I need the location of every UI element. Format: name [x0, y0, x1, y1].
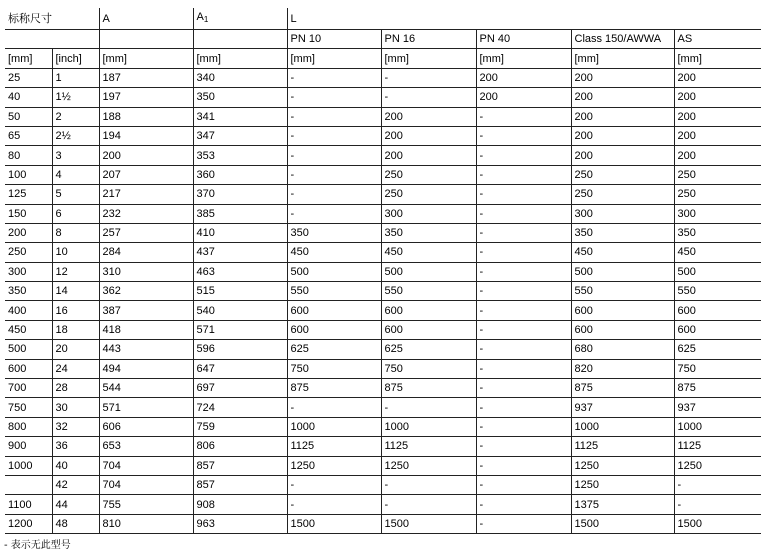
table-row — [5, 359, 761, 378]
cell-l-pn16: - — [381, 398, 476, 417]
table-row — [5, 262, 761, 281]
cell-l-pn16: 625 — [381, 340, 476, 359]
cell-l-as: 875 — [674, 379, 761, 398]
cell-a: 257 — [99, 223, 193, 242]
cell-l-pn40: - — [476, 514, 571, 533]
header-l: L — [287, 8, 761, 30]
cell-l-as: 200 — [674, 107, 761, 126]
cell-dn-mm: 50 — [5, 107, 52, 126]
cell-dn-mm: 150 — [5, 204, 52, 223]
cell-a1: 515 — [193, 282, 287, 301]
cell-a1: 341 — [193, 107, 287, 126]
cell-l-pn40: - — [476, 359, 571, 378]
cell-l-pn16: - — [381, 68, 476, 87]
cell-dn-mm: 450 — [5, 320, 52, 339]
cell-dn-inch: 4 — [52, 165, 99, 184]
cell-l-class150: 1250 — [571, 475, 674, 494]
cell-a1: 759 — [193, 417, 287, 436]
cell-dn-mm: 25 — [5, 68, 52, 87]
cell-a1: 596 — [193, 340, 287, 359]
cell-l-pn40: - — [476, 282, 571, 301]
cell-a: 232 — [99, 204, 193, 223]
cell-l-class150: 600 — [571, 320, 674, 339]
cell-dn-mm: 400 — [5, 301, 52, 320]
unit-mm: [mm] — [5, 49, 52, 68]
cell-l-pn40: - — [476, 320, 571, 339]
unit-mm: [mm] — [287, 49, 381, 68]
cell-a: 443 — [99, 340, 193, 359]
cell-l-pn10: 600 — [287, 320, 381, 339]
cell-dn-inch: 20 — [52, 340, 99, 359]
cell-l-class150: 680 — [571, 340, 674, 359]
cell-dn-mm: 250 — [5, 243, 52, 262]
cell-l-pn10: 1250 — [287, 456, 381, 475]
header-class150: Class 150/AWWA — [571, 30, 674, 49]
cell-l-class150: 250 — [571, 165, 674, 184]
table-row — [5, 301, 761, 320]
header-row-1 — [5, 8, 761, 30]
cell-dn-mm: 900 — [5, 437, 52, 456]
cell-a1: 857 — [193, 456, 287, 475]
cell-l-pn10: 750 — [287, 359, 381, 378]
cell-dn-inch: 28 — [52, 379, 99, 398]
table-row — [5, 340, 761, 359]
cell-a: 207 — [99, 165, 193, 184]
cell-l-as: 1000 — [674, 417, 761, 436]
cell-l-as: - — [674, 495, 761, 514]
cell-l-pn16: 1125 — [381, 437, 476, 456]
cell-l-class150: 450 — [571, 243, 674, 262]
header-nominal-size: 标称尺寸 — [5, 8, 99, 30]
cell-a: 217 — [99, 185, 193, 204]
cell-l-pn40: - — [476, 146, 571, 165]
unit-inch: [inch] — [52, 49, 99, 68]
table-row — [5, 320, 761, 339]
cell-a: 284 — [99, 243, 193, 262]
header-a: A — [99, 8, 193, 30]
cell-dn-mm: 750 — [5, 398, 52, 417]
cell-dn-inch: 40 — [52, 456, 99, 475]
table-row — [5, 243, 761, 262]
cell-l-pn16: - — [381, 475, 476, 494]
cell-l-as: 600 — [674, 320, 761, 339]
cell-dn-mm: 600 — [5, 359, 52, 378]
cell-dn-inch: 32 — [52, 417, 99, 436]
cell-dn-mm: 200 — [5, 223, 52, 242]
cell-l-pn40: - — [476, 165, 571, 184]
unit-mm: [mm] — [99, 49, 193, 68]
table-row — [5, 204, 761, 223]
cell-dn-inch: 1 — [52, 68, 99, 87]
cell-a: 653 — [99, 437, 193, 456]
header-a1-base: A — [196, 11, 204, 23]
cell-a1: 724 — [193, 398, 287, 417]
cell-l-pn10: 350 — [287, 223, 381, 242]
cell-l-class150: 250 — [571, 185, 674, 204]
cell-a1: 806 — [193, 437, 287, 456]
cell-l-pn40: - — [476, 456, 571, 475]
cell-a1: 963 — [193, 514, 287, 533]
unit-mm: [mm] — [381, 49, 476, 68]
cell-l-pn16: 750 — [381, 359, 476, 378]
table-row — [5, 456, 761, 475]
cell-a: 200 — [99, 146, 193, 165]
cell-a: 310 — [99, 262, 193, 281]
cell-a1: 410 — [193, 223, 287, 242]
cell-l-pn40: - — [476, 223, 571, 242]
cell-a: 362 — [99, 282, 193, 301]
cell-l-class150: 500 — [571, 262, 674, 281]
cell-l-pn10: 1000 — [287, 417, 381, 436]
cell-dn-inch: 18 — [52, 320, 99, 339]
cell-dn-inch: 2 — [52, 107, 99, 126]
cell-l-pn10: - — [287, 495, 381, 514]
cell-l-pn40: 200 — [476, 68, 571, 87]
table-row — [5, 146, 761, 165]
cell-dn-inch: 30 — [52, 398, 99, 417]
cell-dn-inch: 42 — [52, 475, 99, 494]
cell-l-pn10: 625 — [287, 340, 381, 359]
header-pn40: PN 40 — [476, 30, 571, 49]
cell-a: 494 — [99, 359, 193, 378]
cell-l-pn16: 550 — [381, 282, 476, 301]
cell-l-pn16: 200 — [381, 107, 476, 126]
cell-l-pn40: - — [476, 340, 571, 359]
cell-l-pn16: 450 — [381, 243, 476, 262]
cell-l-pn16: 875 — [381, 379, 476, 398]
cell-l-class150: 1500 — [571, 514, 674, 533]
table-row — [5, 126, 761, 145]
cell-l-class150: 600 — [571, 301, 674, 320]
cell-l-pn10: 500 — [287, 262, 381, 281]
cell-a1: 385 — [193, 204, 287, 223]
cell-dn-inch: 14 — [52, 282, 99, 301]
table-row — [5, 185, 761, 204]
cell-l-pn10: 1125 — [287, 437, 381, 456]
cell-a1: 347 — [193, 126, 287, 145]
cell-l-pn40: - — [476, 262, 571, 281]
cell-l-class150: 1000 — [571, 417, 674, 436]
cell-l-pn16: 600 — [381, 301, 476, 320]
cell-l-pn10: - — [287, 88, 381, 107]
header-pn16: PN 16 — [381, 30, 476, 49]
cell-l-pn16: 1250 — [381, 456, 476, 475]
cell-l-as: 250 — [674, 165, 761, 184]
cell-l-class150: 550 — [571, 282, 674, 301]
cell-l-pn10: - — [287, 398, 381, 417]
cell-l-pn16: 250 — [381, 185, 476, 204]
cell-a: 755 — [99, 495, 193, 514]
cell-a: 810 — [99, 514, 193, 533]
cell-dn-inch: 10 — [52, 243, 99, 262]
cell-l-pn16: - — [381, 88, 476, 107]
cell-dn-mm: 700 — [5, 379, 52, 398]
unit-mm: [mm] — [476, 49, 571, 68]
cell-l-pn40: - — [476, 379, 571, 398]
header-row2-empty-nominal — [5, 30, 99, 49]
table-row — [5, 68, 761, 87]
cell-l-as: 200 — [674, 88, 761, 107]
table-row — [5, 88, 761, 107]
cell-l-class150: 200 — [571, 146, 674, 165]
cell-l-pn10: - — [287, 185, 381, 204]
cell-l-pn16: 200 — [381, 126, 476, 145]
cell-l-as: 1250 — [674, 456, 761, 475]
cell-l-as: 200 — [674, 68, 761, 87]
cell-l-pn16: 600 — [381, 320, 476, 339]
cell-a: 194 — [99, 126, 193, 145]
cell-l-pn10: 600 — [287, 301, 381, 320]
cell-l-class150: 200 — [571, 68, 674, 87]
cell-l-pn10: 875 — [287, 379, 381, 398]
cell-dn-inch: 24 — [52, 359, 99, 378]
header-as: AS — [674, 30, 761, 49]
cell-l-class150: 820 — [571, 359, 674, 378]
cell-l-pn16: 200 — [381, 146, 476, 165]
cell-l-class150: 1375 — [571, 495, 674, 514]
cell-dn-mm: 800 — [5, 417, 52, 436]
cell-a: 606 — [99, 417, 193, 436]
cell-a1: 908 — [193, 495, 287, 514]
cell-l-class150: 875 — [571, 379, 674, 398]
cell-a1: 540 — [193, 301, 287, 320]
cell-dn-inch: 36 — [52, 437, 99, 456]
cell-dn-mm: 1100 — [5, 495, 52, 514]
footnote: - 表示无此型号 — [4, 540, 71, 551]
cell-l-class150: 350 — [571, 223, 674, 242]
cell-a1: 353 — [193, 146, 287, 165]
cell-l-pn40: - — [476, 243, 571, 262]
cell-l-class150: 200 — [571, 88, 674, 107]
cell-l-pn10: 550 — [287, 282, 381, 301]
cell-l-pn40: - — [476, 417, 571, 436]
cell-a: 704 — [99, 475, 193, 494]
cell-l-pn40: - — [476, 204, 571, 223]
unit-mm: [mm] — [193, 49, 287, 68]
cell-l-as: 200 — [674, 146, 761, 165]
header-row2-empty-a1 — [193, 30, 287, 49]
cell-l-pn40: - — [476, 398, 571, 417]
cell-l-as: 500 — [674, 262, 761, 281]
cell-dn-inch: 8 — [52, 223, 99, 242]
units-row — [5, 49, 761, 68]
cell-l-pn16: 1500 — [381, 514, 476, 533]
cell-l-pn10: - — [287, 204, 381, 223]
cell-dn-inch: 2½ — [52, 126, 99, 145]
cell-l-pn40: - — [476, 475, 571, 494]
cell-l-pn40: - — [476, 107, 571, 126]
cell-l-pn10: - — [287, 126, 381, 145]
cell-dn-mm: 125 — [5, 185, 52, 204]
cell-a1: 857 — [193, 475, 287, 494]
cell-l-pn40: - — [476, 185, 571, 204]
cell-l-pn40: - — [476, 437, 571, 456]
cell-l-class150: 300 — [571, 204, 674, 223]
cell-l-as: 600 — [674, 301, 761, 320]
dimension-table-container — [5, 8, 761, 534]
cell-l-as: 200 — [674, 126, 761, 145]
cell-dn-inch: 48 — [52, 514, 99, 533]
cell-l-pn10: - — [287, 68, 381, 87]
cell-dn-mm: 65 — [5, 126, 52, 145]
cell-a1: 647 — [193, 359, 287, 378]
cell-a1: 571 — [193, 320, 287, 339]
cell-l-as: 750 — [674, 359, 761, 378]
cell-l-as: 350 — [674, 223, 761, 242]
cell-l-as: 450 — [674, 243, 761, 262]
cell-dn-inch: 5 — [52, 185, 99, 204]
cell-dn-inch: 1½ — [52, 88, 99, 107]
table-row — [5, 398, 761, 417]
table-row — [5, 437, 761, 456]
table-row — [5, 165, 761, 184]
cell-l-pn10: - — [287, 165, 381, 184]
cell-l-as: 937 — [674, 398, 761, 417]
cell-l-as: 1500 — [674, 514, 761, 533]
cell-dn-mm: 100 — [5, 165, 52, 184]
cell-l-pn16: 300 — [381, 204, 476, 223]
cell-a1: 360 — [193, 165, 287, 184]
cell-a: 544 — [99, 379, 193, 398]
cell-dn-inch: 12 — [52, 262, 99, 281]
cell-dn-inch: 3 — [52, 146, 99, 165]
cell-l-pn40: 200 — [476, 88, 571, 107]
table-row — [5, 475, 761, 494]
cell-a1: 463 — [193, 262, 287, 281]
cell-l-as: - — [674, 475, 761, 494]
table-row — [5, 282, 761, 301]
cell-l-pn10: 450 — [287, 243, 381, 262]
table-row — [5, 514, 761, 533]
cell-dn-mm: 300 — [5, 262, 52, 281]
cell-a: 187 — [99, 68, 193, 87]
cell-a1: 340 — [193, 68, 287, 87]
cell-a1: 697 — [193, 379, 287, 398]
cell-a: 571 — [99, 398, 193, 417]
cell-l-pn16: 250 — [381, 165, 476, 184]
dimension-table — [5, 8, 761, 534]
cell-a: 704 — [99, 456, 193, 475]
table-row — [5, 495, 761, 514]
header-row2-empty-a — [99, 30, 193, 49]
cell-dn-mm: 40 — [5, 88, 52, 107]
header-a1-subscript: 1 — [203, 15, 209, 24]
unit-mm: [mm] — [674, 49, 761, 68]
table-row — [5, 417, 761, 436]
table-row — [5, 223, 761, 242]
cell-l-as: 625 — [674, 340, 761, 359]
cell-dn-mm: 350 — [5, 282, 52, 301]
table-row — [5, 107, 761, 126]
cell-a: 197 — [99, 88, 193, 107]
table-row — [5, 379, 761, 398]
cell-dn-mm: 80 — [5, 146, 52, 165]
cell-l-class150: 1250 — [571, 456, 674, 475]
cell-l-pn40: - — [476, 126, 571, 145]
cell-l-class150: 200 — [571, 107, 674, 126]
cell-dn-mm: 1000 — [5, 456, 52, 475]
cell-l-as: 1125 — [674, 437, 761, 456]
cell-l-pn16: 1000 — [381, 417, 476, 436]
cell-l-as: 300 — [674, 204, 761, 223]
unit-mm: [mm] — [571, 49, 674, 68]
cell-dn-inch: 44 — [52, 495, 99, 514]
cell-l-class150: 937 — [571, 398, 674, 417]
header-a1 — [193, 8, 287, 30]
cell-a1: 370 — [193, 185, 287, 204]
cell-dn-mm: 1200 — [5, 514, 52, 533]
cell-l-class150: 1125 — [571, 437, 674, 456]
cell-dn-inch: 6 — [52, 204, 99, 223]
cell-l-pn16: - — [381, 495, 476, 514]
cell-l-pn10: - — [287, 107, 381, 126]
header-pn10: PN 10 — [287, 30, 381, 49]
cell-a: 188 — [99, 107, 193, 126]
header-row-2 — [5, 30, 761, 49]
cell-l-pn40: - — [476, 301, 571, 320]
cell-a: 387 — [99, 301, 193, 320]
cell-l-as: 550 — [674, 282, 761, 301]
cell-l-pn16: 500 — [381, 262, 476, 281]
cell-a1: 350 — [193, 88, 287, 107]
cell-l-class150: 200 — [571, 126, 674, 145]
cell-l-pn40: - — [476, 495, 571, 514]
cell-l-pn10: - — [287, 475, 381, 494]
cell-l-pn10: - — [287, 146, 381, 165]
cell-a1: 437 — [193, 243, 287, 262]
cell-l-pn16: 350 — [381, 223, 476, 242]
cell-dn-mm: 500 — [5, 340, 52, 359]
cell-a: 418 — [99, 320, 193, 339]
cell-dn-mm — [5, 475, 52, 494]
cell-l-pn10: 1500 — [287, 514, 381, 533]
cell-l-as: 250 — [674, 185, 761, 204]
cell-dn-inch: 16 — [52, 301, 99, 320]
